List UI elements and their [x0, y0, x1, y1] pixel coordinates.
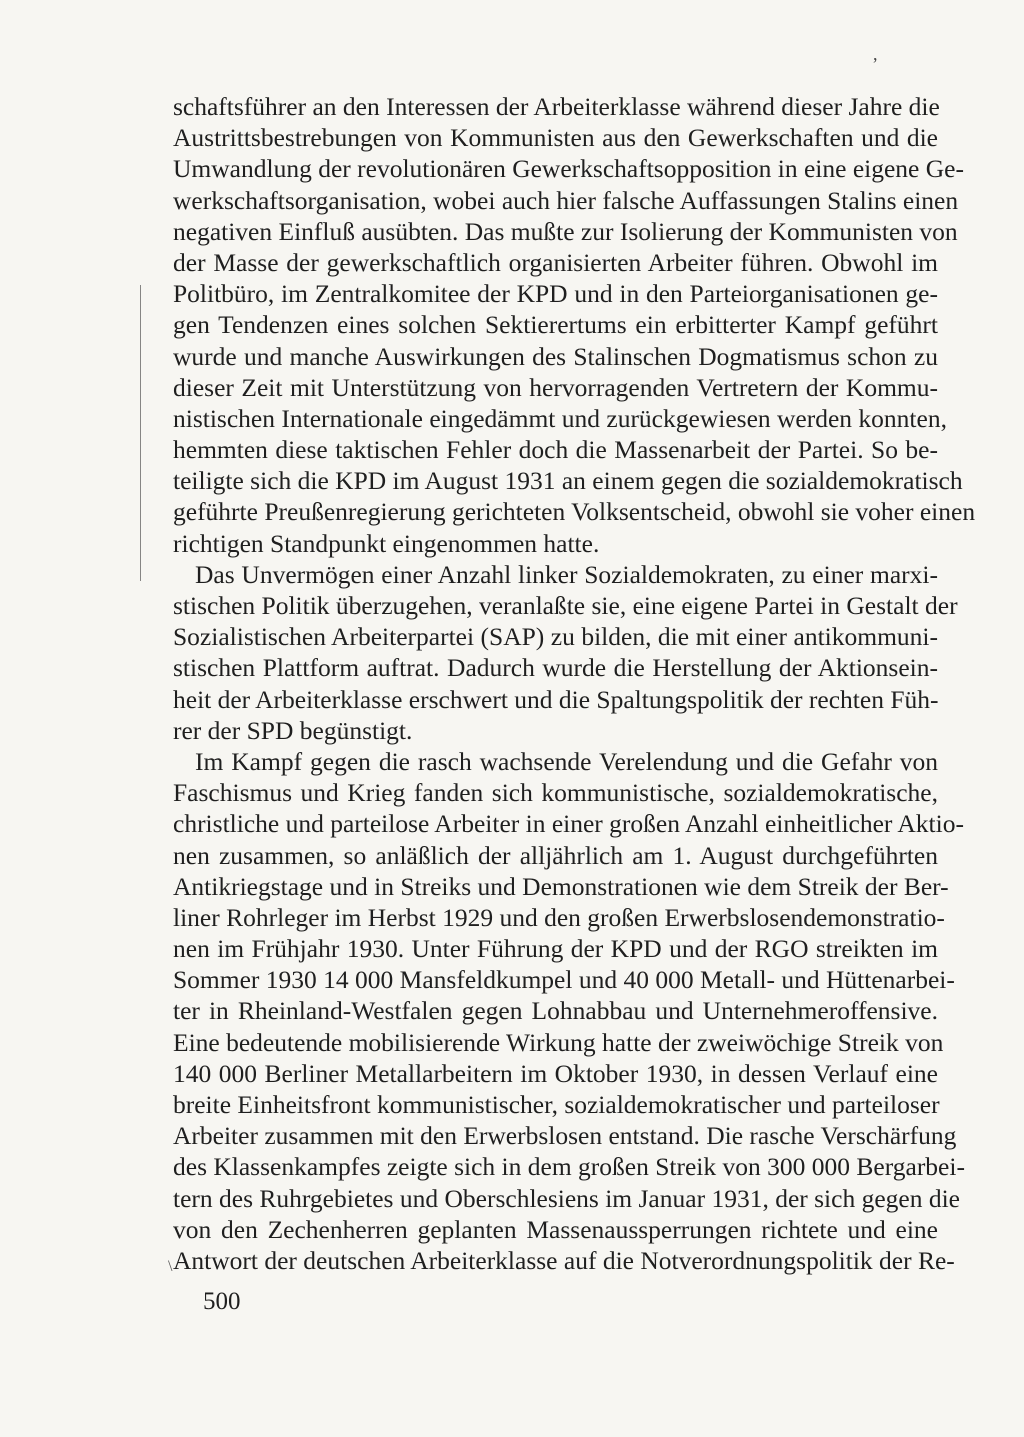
text-line: teiligte sich die KPD im August 1931 an einem gegen die sozialdemokratisch — [173, 466, 963, 496]
text-line: Arbeiter zusammen mit den Erwerbslosen entstand. Die rasche Verschärfung — [173, 1121, 957, 1151]
text-line: Das Unvermögen einer Anzahl linker Sozialdemokraten, zu einer marxi- — [195, 559, 938, 589]
text-line: von den Zechenherren geplanten Massenaussperrungen richtete und eine — [173, 1214, 938, 1244]
text-line: Antikriegstage und in Streiks und Demonstrationen wie dem Streik der Ber- — [173, 871, 949, 901]
text-line: richtigen Standpunkt eingenommen hatte. — [173, 528, 600, 558]
top-margin-mark: , — [873, 44, 878, 64]
text-line: Faschismus und Krieg fanden sich kommunistische, sozialdemokratische, — [173, 778, 938, 808]
text-line: rer der SPD begünstigt. — [173, 715, 413, 745]
body-text — [173, 91, 976, 1276]
text-line: Sommer 1930 14 000 Mansfeldkumpel und 40 000 Metall- und Hüttenarbei- — [173, 965, 955, 995]
text-line: Umwandlung der revolutionären Gewerkschaftsopposition in eine eigene Ge- — [173, 154, 964, 184]
text-line: Politbüro, im Zentralkomitee der KPD und in den Parteiorganisationen ge- — [173, 279, 938, 309]
text-line: Im Kampf gegen die rasch wachsende Verelendung und die Gefahr von — [195, 746, 938, 776]
text-line: breite Einheitsfront kommunistischer, sozialdemokratischer und parteiloser — [173, 1090, 940, 1119]
text-line: negativen Einfluß ausübten. Das mußte zur Isolierung der Kommunisten von — [173, 216, 958, 246]
text-line: hemmten diese taktischen Fehler doch die Massenarbeit der Partei. So be- — [173, 435, 938, 465]
text-line: wurde und manche Auswirkungen des Stalinschen Dogmatismus schon zu — [173, 341, 938, 371]
paragraph-3 — [173, 746, 965, 1276]
text-line: nistischen Internationale eingedämmt und zurückgewiesen werden konnten, — [173, 403, 947, 433]
text-line: schaftsführer an den Interessen der Arbeiterklasse während dieser Jahre die — [173, 92, 940, 121]
text-line: gen Tendenzen eines solchen Sektierertums ein erbitterter Kampf geführt — [173, 310, 938, 340]
text-line: tern des Ruhrgebietes und Oberschlesiens im Januar 1931, der sich gegen die — [173, 1183, 960, 1213]
text-line: stischen Politik überzugehen, veranlaßte sie, eine eigene Partei in Gestalt der — [173, 591, 958, 620]
text-line: christliche und parteilose Arbeiter in einer großen Anzahl einheitlicher Aktio- — [173, 809, 964, 839]
text-line: nen zusammen, so anläßlich der alljährlich am 1. August durchgeführten — [173, 840, 938, 870]
text-line: Austrittsbestrebungen von Kommunisten aus den Gewerkschaften und die — [173, 123, 938, 153]
text-line: heit der Arbeiterklasse erschwert und die Spaltungspolitik der rechten Füh- — [173, 684, 939, 714]
text-line: werkschaftsorganisation, wobei auch hier falsche Auffassungen Stalins einen — [173, 185, 959, 215]
text-line: nen im Frühjahr 1930. Unter Führung der KPD und der RGO streikten im — [173, 934, 938, 964]
text-line: Eine bedeutende mobilisierende Wirkung hatte der zweiwöchige Streik von — [173, 1027, 944, 1057]
text-line: stischen Plattform auftrat. Dadurch wurde die Herstellung der Aktionsein- — [173, 653, 938, 683]
text-line: geführte Preußenregierung gerichteten Volksentscheid, obwohl sie voher einen — [173, 497, 976, 527]
paragraph-2 — [173, 559, 958, 746]
stray-margin-mark: \ — [168, 1258, 173, 1275]
text-line: 140 000 Berliner Metallarbeitern im Oktober 1930, in dessen Verlauf eine — [173, 1058, 938, 1088]
text-line: Antwort der deutschen Arbeiterklasse auf die Notverordnungspolitik der Re- — [173, 1245, 955, 1275]
text-line: liner Rohrleger im Herbst 1929 und den großen Erwerbslosendemonstratio- — [173, 902, 945, 932]
margin-rule — [140, 285, 141, 581]
text-line: dieser Zeit mit Unterstützung von hervorragenden Vertretern der Kommu- — [173, 372, 938, 402]
text-line: der Masse der gewerkschaftlich organisierten Arbeiter führen. Obwohl im — [173, 247, 938, 277]
text-line: des Klassenkampfes zeigte sich in dem großen Streik von 300 000 Bergarbei- — [173, 1152, 965, 1182]
paragraph-1 — [173, 91, 976, 559]
text-line: ter in Rheinland-Westfalen gegen Lohnabbau und Unternehmeroffensive. — [173, 996, 938, 1026]
text-line: Sozialistischen Arbeiterpartei (SAP) zu bilden, die mit einer antikommuni- — [173, 622, 938, 652]
page-number: 500 — [203, 1288, 241, 1315]
